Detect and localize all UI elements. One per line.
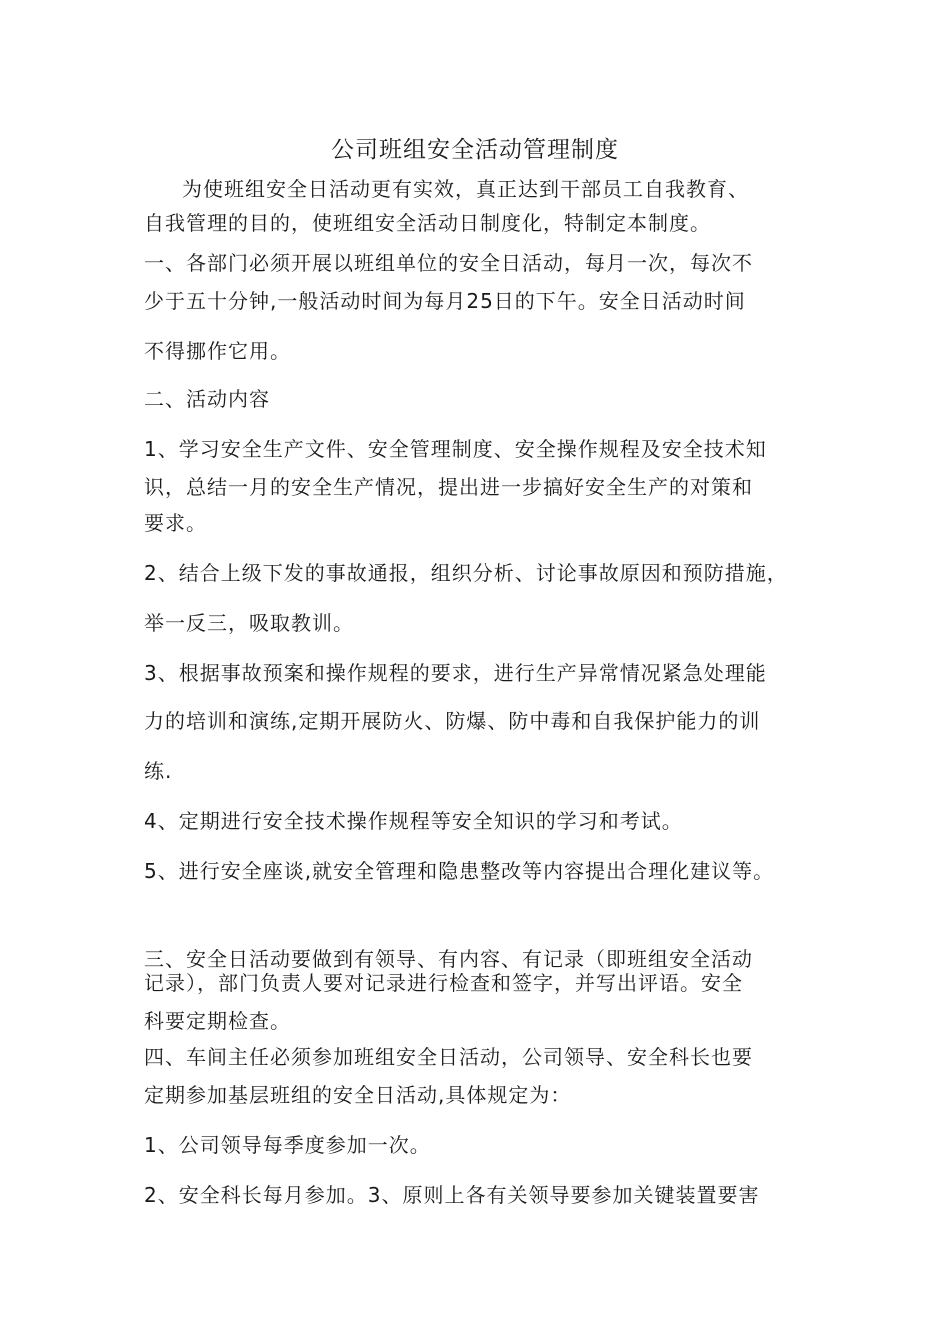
paragraph-line: 举一反三，吸取教训。 (144, 611, 354, 635)
document-title: 公司班组安全活动管理制度 (331, 137, 619, 163)
paragraph-line: 少于五十分钟,一般活动时间为每月25日的下午。安全日活动时间 (144, 289, 746, 313)
paragraph-line: 2、安全科长每月参加。3、原则上各有关领导要参加关键装置要害 (144, 1183, 760, 1207)
paragraph-line: 1、学习安全生产文件、安全管理制度、安全操作规程及安全技术知 (144, 437, 767, 461)
paragraph-line: 2、结合上级下发的事故通报，组织分析、讨论事故原因和预防措施， (144, 561, 788, 585)
paragraph-line: 四、车间主任必须参加班组安全日活动，公司领导、安全科长也要 (144, 1045, 753, 1069)
paragraph-line: 要求。 (144, 511, 207, 535)
paragraph-line: 3、根据事故预案和操作规程的要求，进行生产异常情况紧急处理能 (144, 661, 767, 685)
paragraph-line: 定期参加基层班组的安全日活动,具体规定为： (144, 1083, 572, 1107)
paragraph-line: 1、公司领导每季度参加一次。 (144, 1133, 431, 1157)
paragraph-line: 记录），部门负责人要对记录进行检查和签字，并写出评语。安全 (144, 971, 743, 995)
paragraph-line: 三、安全日活动要做到有领导、有内容、有记录（即班组安全活动 (144, 947, 753, 971)
paragraph-line: 练. (144, 759, 173, 783)
section-heading: 二、活动内容 (144, 387, 270, 411)
paragraph-line: 为使班组安全日活动更有实效，真正达到干部员工自我教育、 (182, 177, 749, 201)
paragraph-line: 识，总结一月的安全生产情况，提出进一步搞好安全生产的对策和 (144, 475, 753, 499)
paragraph-line: 力的培训和演练,定期开展防火、防爆、防中毒和自我保护能力的训 (144, 709, 761, 733)
paragraph-line: 自我管理的目的，使班组安全活动日制度化，特制定本制度。 (144, 211, 711, 235)
paragraph-line: 不得挪作它用。 (144, 339, 291, 363)
paragraph-line: 一、各部门必须开展以班组单位的安全日活动，每月一次，每次不 (144, 251, 753, 275)
paragraph-line: 5、进行安全座谈,就安全管理和隐患整改等内容提出合理化建议等。 (144, 859, 775, 883)
paragraph-line: 4、定期进行安全技术操作规程等安全知识的学习和考试。 (144, 809, 683, 833)
paragraph-line: 科要定期检查。 (144, 1009, 291, 1033)
